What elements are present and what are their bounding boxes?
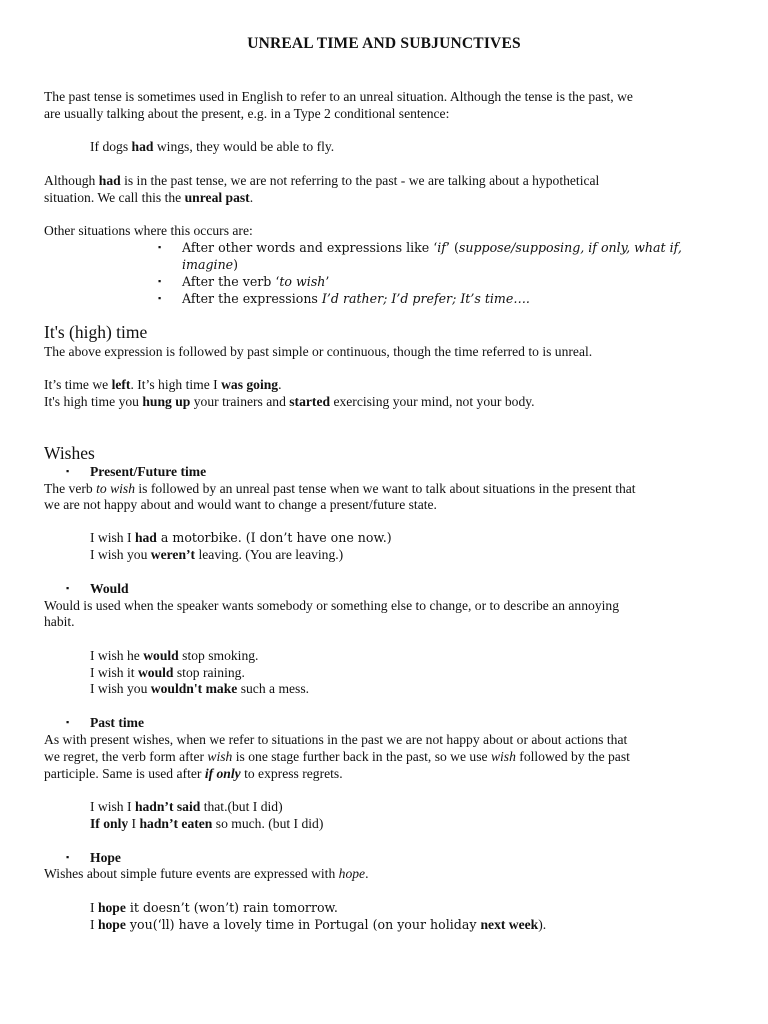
would-example-1: I wish he would stop smoking. (90, 648, 259, 663)
present-example-1: I wish I had a motorbike. (I don’t have one now.) (90, 530, 392, 545)
high-time-example-1: It’s time we left. It’s high time I was going. (44, 377, 282, 392)
list-item-if: After other words and expressions like ‘if’ (suppose/supposing, if only, what if, (182, 240, 682, 255)
subheading-past-time: Past time (90, 715, 144, 730)
would-line-2: habit. (44, 614, 75, 629)
list-item-expressions: After the expressions I’d rather; I’d prefer; It’s time…. (182, 291, 530, 306)
bullet-icon: ▪ (66, 852, 70, 862)
high-time-example-2: It's high time you hung up your trainers and started exercising your mind, not your body. (44, 394, 535, 409)
other-situations-intro: Other situations where this occurs are: (44, 223, 253, 238)
present-line-2: we are not happy about and would want to change a present/future state. (44, 497, 437, 512)
hope-line-1: Wishes about simple future events are expressed with hope. (44, 866, 369, 881)
para2-line-2: situation. We call this the unreal past. (44, 190, 254, 205)
para2-line-1: Although had is in the past tense, we are not referring to the past - we are talking about a hypothetical (44, 173, 600, 188)
would-example-3: I wish you wouldn't make such a mess. (90, 681, 310, 696)
document-title: UNREAL TIME AND SUBJUNCTIVES (247, 35, 521, 52)
past-example-1: I wish I hadn’t said that.(but I did) (90, 799, 283, 814)
list-item-if-cont: imagine) (182, 257, 239, 272)
bullet-icon: ▪ (158, 242, 162, 252)
hope-example-1: I hope it doesn’t (won’t) rain tomorrow. (90, 900, 338, 915)
intro-line-2: are usually talking about the present, e.g. in a Type 2 conditional sentence: (44, 106, 450, 121)
past-line-2: we regret, the verb form after wish is one stage further back in the past, so we use wish followed by the past (44, 749, 630, 764)
hope-example-2: I hope you(‘ll) have a lovely time in Portugal (on your holiday next week). (90, 917, 547, 932)
past-line-3: participle. Same is used after if only to express regrets. (44, 766, 343, 781)
past-example-2: If only I hadn’t eaten so much. (but I did) (90, 816, 324, 831)
bullet-icon: ▪ (66, 583, 70, 593)
subheading-hope: Hope (90, 850, 121, 865)
bullet-icon: ▪ (158, 276, 162, 286)
present-line-1: The verb to wish is followed by an unreal past tense when we want to talk about situations in the present that (44, 481, 636, 496)
past-line-1: As with present wishes, when we refer to situations in the past we are not happy about or about actions that (44, 732, 628, 747)
heading-high-time: It's (high) time (44, 322, 148, 342)
bullet-icon: ▪ (66, 717, 70, 727)
intro-line-1: The past tense is sometimes used in English to refer to an unreal situation. Although the tense is the past, we (44, 89, 633, 104)
high-time-desc: The above expression is followed by past simple or continuous, though the time referred to is unreal. (44, 344, 593, 359)
bullet-icon: ▪ (158, 293, 162, 303)
present-example-2: I wish you weren’t leaving. (You are leaving.) (90, 547, 344, 562)
example-dogs: If dogs had wings, they would be able to fly. (90, 139, 335, 154)
subheading-present-future: Present/Future time (90, 464, 207, 479)
list-item-wish: After the verb ‘to wish’ (182, 274, 330, 289)
bullet-icon: ▪ (66, 466, 70, 476)
subheading-would: Would (90, 581, 129, 596)
would-example-2: I wish it would stop raining. (90, 665, 245, 680)
heading-wishes: Wishes (44, 443, 95, 463)
would-line-1: Would is used when the speaker wants somebody or something else to change, or to describe an annoying (44, 598, 619, 613)
